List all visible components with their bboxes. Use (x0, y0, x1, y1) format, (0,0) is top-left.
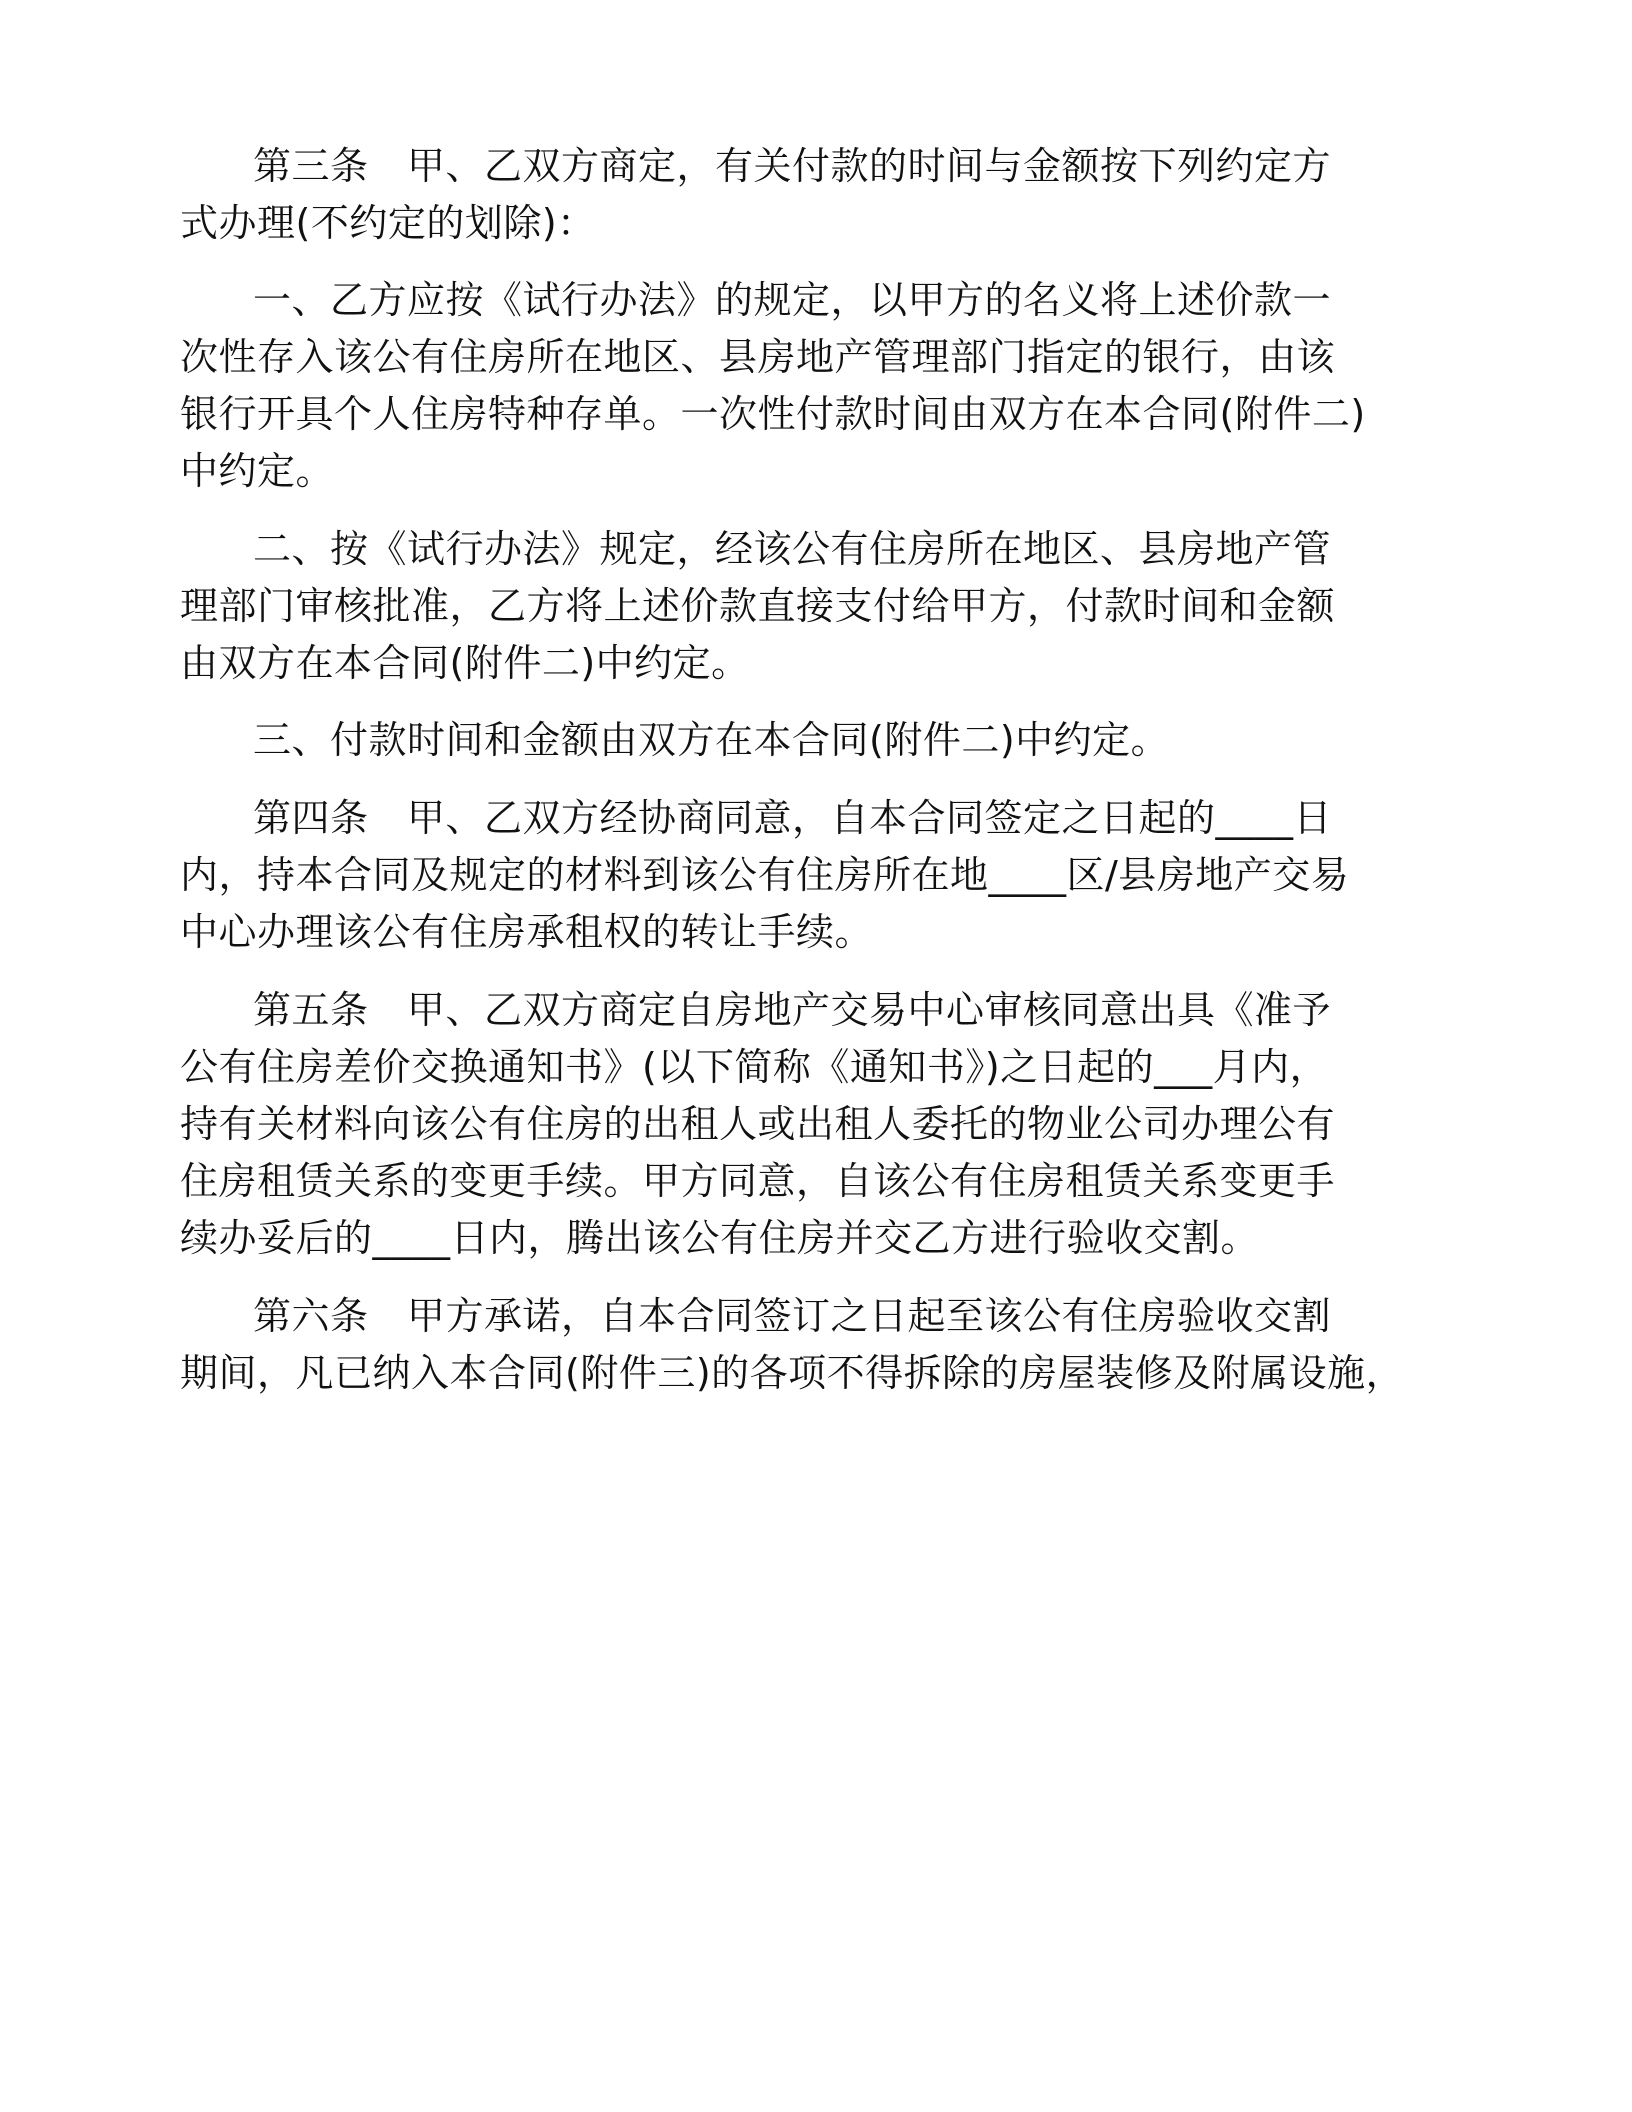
text-line: 住房租赁关系的变更手续。甲方同意，自该公有住房租赁关系变更手 (180, 1159, 1336, 1203)
text-line: 内，持本合同及规定的材料到该公有住房所在地____区/县房地产交易 (180, 853, 1350, 897)
text-line: 式办理(不约定的划除)： (180, 201, 596, 245)
text-line: 期间，凡已纳入本合同(附件三)的各项不得拆除的房屋装修及附属设施， (180, 1351, 1405, 1395)
text-line: 第四条 甲、乙双方经协商同意，自本合同签定之日起的____日 (253, 796, 1333, 840)
text-line: 次性存入该公有住房所在地区、县房地产管理部门指定的银行，由该 (180, 335, 1336, 379)
text-line: 理部门审核批准，乙方将上述价款直接支付给甲方，付款时间和金额 (180, 584, 1336, 628)
text-line: 第五条 甲、乙双方商定自房地产交易中心审核同意出具《准予 (253, 988, 1332, 1032)
text-line: 三、付款时间和金额由双方在本合同(附件二)中约定。 (253, 718, 1170, 762)
text-line: 二、按《试行办法》规定，经该公有住房所在地区、县房地产管 (253, 527, 1332, 571)
text-line: 由双方在本合同(附件二)中约定。 (180, 641, 750, 685)
text-line: 银行开具个人住房特种存单。一次性付款时间由双方在本合同(附件二) (180, 392, 1366, 436)
text-line: 持有关材料向该公有住房的出租人或出租人委托的物业公司办理公有 (180, 1102, 1336, 1146)
text-line: 第六条 甲方承诺，自本合同签订之日起至该公有住房验收交割 (253, 1294, 1332, 1338)
text-line: 续办妥后的____日内，腾出该公有住房并交乙方进行验收交割。 (180, 1216, 1260, 1260)
text-line: 第三条 甲、乙双方商定，有关付款的时间与金额按下列约定方 (253, 144, 1332, 188)
text-line: 中心办理该公有住房承租权的转让手续。 (180, 910, 874, 954)
text-line: 中约定。 (180, 449, 335, 493)
text-line: 公有住房差价交换通知书》(以下简称《通知书》)之日起的___月内， (180, 1045, 1329, 1089)
text-line: 一、乙方应按《试行办法》的规定，以甲方的名义将上述价款一 (253, 278, 1332, 322)
